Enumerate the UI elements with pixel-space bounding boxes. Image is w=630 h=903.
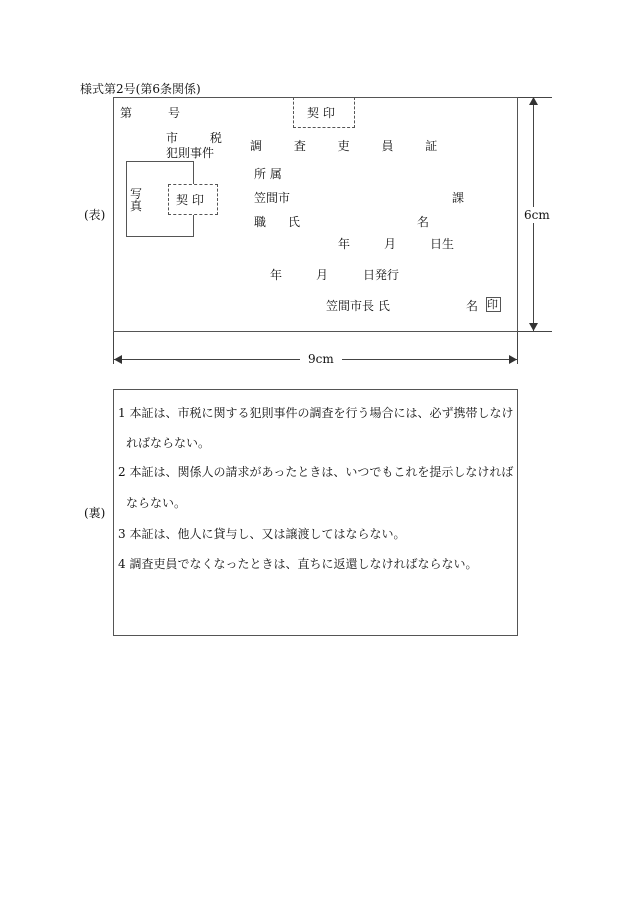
back-item-2-line-2: ならない。 bbox=[126, 496, 187, 510]
card-title: 調 査 吏 員 証 bbox=[250, 139, 452, 153]
width-arrow-left-icon bbox=[114, 355, 123, 364]
position-label: 職 bbox=[254, 215, 267, 229]
birth-month: 月 bbox=[384, 237, 397, 251]
city-tax-label: 市 税 bbox=[166, 131, 236, 145]
seal-photo-label: 契 印 bbox=[176, 193, 204, 207]
affiliation-label: 所 属 bbox=[254, 167, 282, 181]
name-mei: 名 bbox=[417, 215, 430, 229]
issue-year: 年 bbox=[270, 268, 283, 282]
back-item-3: 3 本証は、他人に貸与し、又は譲渡してはならない。 bbox=[118, 527, 406, 541]
issuer-seal: 印 bbox=[487, 298, 498, 311]
back-side-label: (裏) bbox=[84, 506, 106, 520]
number-go: 号 bbox=[168, 106, 181, 120]
height-dimension-label: 6cm bbox=[524, 208, 550, 222]
back-item-1-line-1: 1 本証は、市税に関する犯則事件の調査を行う場合には、必ず携帯しなけ bbox=[118, 406, 514, 420]
height-arrow-up-icon bbox=[529, 97, 538, 106]
issuer-title: 笠間市長 氏 bbox=[326, 299, 390, 313]
height-arrow-down-icon bbox=[529, 323, 538, 332]
back-card bbox=[113, 389, 518, 636]
affiliation-section: 課 bbox=[452, 191, 465, 205]
name-shi: 氏 bbox=[288, 215, 301, 229]
back-item-4: 4 調査吏員でなくなったときは、直ちに返還しなければならない。 bbox=[118, 557, 478, 571]
birth-year: 年 bbox=[338, 237, 351, 251]
affiliation-city: 笠間市 bbox=[254, 191, 291, 205]
width-arrow-right-icon bbox=[508, 355, 517, 364]
back-item-2-line-1: 2 本証は、関係人の請求があったときは、いつでもこれを提示しなければ bbox=[118, 465, 514, 479]
photo-label-2: 真 bbox=[130, 199, 143, 213]
front-side-label: (表) bbox=[84, 208, 106, 222]
birth-day: 日生 bbox=[430, 237, 455, 251]
issue-day: 日発行 bbox=[363, 268, 400, 282]
right-extension-line bbox=[517, 332, 518, 364]
number-dai: 第 bbox=[120, 106, 133, 120]
criminal-case-label: 犯則事件 bbox=[166, 146, 215, 160]
photo-label-1: 写 bbox=[130, 187, 143, 201]
issuer-mei: 名 bbox=[466, 299, 479, 313]
issue-month: 月 bbox=[316, 268, 329, 282]
form-title: 様式第2号(第6条関係) bbox=[80, 82, 201, 96]
seal-top-label: 契 印 bbox=[307, 106, 335, 120]
width-dimension-label: 9cm bbox=[300, 352, 342, 366]
back-item-1-line-2: ればならない。 bbox=[126, 436, 211, 450]
